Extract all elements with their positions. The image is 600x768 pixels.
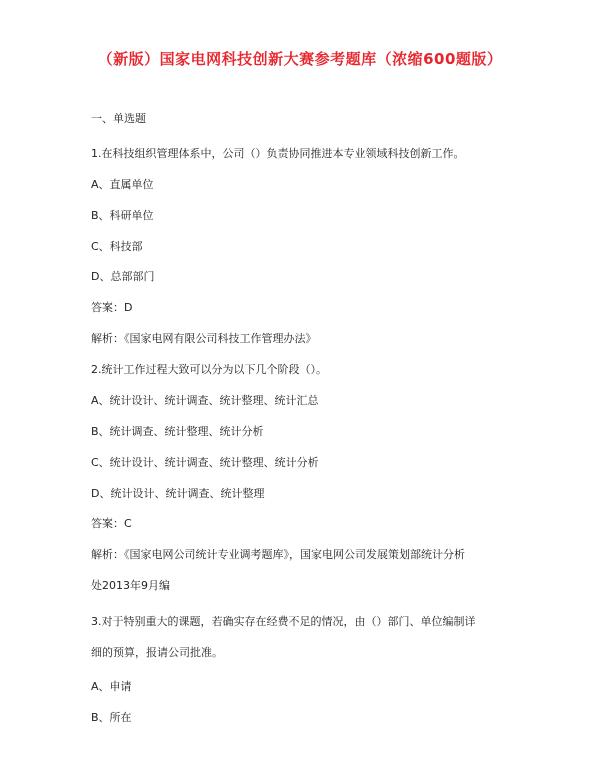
document-title: （新版）国家电网科技创新大赛参考题库（浓缩600题版） xyxy=(97,50,503,68)
question-2-option-d: D、统计设计、统计调查、统计整理 xyxy=(91,487,265,500)
question-2-stem: 2.统计工作过程大致可以分为以下几个阶段（）。 xyxy=(91,363,327,376)
question-1-option-b: B、科研单位 xyxy=(91,209,154,222)
question-2-analysis-line-1: 解析：《国家电网公司统计专业调考题库》，国家电网公司发展策划部统计分析 xyxy=(91,548,465,561)
question-1-analysis: 解析：《国家电网有限公司科技工作管理办法》 xyxy=(91,332,317,345)
question-1-answer: 答案：D xyxy=(91,301,133,314)
question-3-stem-line-1: 3.对于特别重大的课题，若确实存在经费不足的情况，由（）部门、单位编制详 xyxy=(91,615,476,628)
question-1-option-c: C、科技部 xyxy=(91,240,143,253)
question-2-answer: 答案：C xyxy=(91,517,132,530)
question-1-option-a: A、直属单位 xyxy=(91,178,154,191)
question-3-option-b: B、所在 xyxy=(91,711,132,724)
question-2-option-c: C、统计设计、统计调查、统计整理、统计分析 xyxy=(91,456,319,469)
question-2-analysis-line-2: 处2013年9月编 xyxy=(91,579,170,592)
section-heading: 一、单选题 xyxy=(91,112,146,125)
question-3-stem-line-2: 细的预算，报请公司批准。 xyxy=(91,646,223,659)
question-2-option-a: A、统计设计、统计调查、统计整理、统计汇总 xyxy=(91,394,319,407)
question-3-option-a: A、申请 xyxy=(91,680,132,693)
question-1-option-d: D、总部部门 xyxy=(91,270,155,283)
question-2-option-b: B、统计调查、统计整理、统计分析 xyxy=(91,425,264,438)
question-1-stem: 1.在科技组织管理体系中，公司（）负责协同推进本专业领域科技创新工作。 xyxy=(91,147,465,160)
